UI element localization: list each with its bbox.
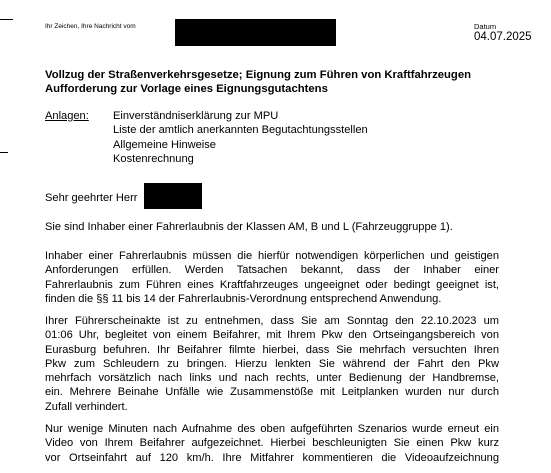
- paragraph-line: finden die §§ 11 bis 14 der Fahrerlaubnis-Verordnung entsprechend Anwendung.: [45, 292, 442, 305]
- subject-line-2: Aufforderung zur Vorlage eines Eignungsgutachtens: [45, 83, 328, 95]
- paragraph-licence-classes: Sie sind Inhaber einer Fahrerlaubnis der Klassen AM, B und L (Fahrzeuggruppe 1).: [45, 221, 453, 233]
- paragraph-line: Ihrer Führerscheinakte ist zu entnehmen, dass Sie am Sonntag den 22.10.2023 um: [45, 315, 499, 327]
- attachments-list: [113, 109, 368, 166]
- date-label: Datum: [474, 22, 497, 31]
- subject-line-1: Vollzug der Straßenverkehrsgesetze; Eignung zum Führen von Kraftfahrzeugen: [45, 69, 471, 81]
- paragraph-line: Pkw zum Schleudern zu bringen. Hierzu lenkten Sie während der Fahrt den Pkw: [45, 357, 499, 370]
- paragraph-line: vor Ortseinfahrt auf 120 km/h. Ihre Mitfahrer kommentieren die Videoaufzeichnung: [45, 451, 499, 464]
- attachments-label: Anlagen:: [45, 110, 89, 122]
- paragraph-line: Anforderungen erfüllen. Werden Tatsachen bekannt, dass der Inhaber einer: [45, 264, 499, 277]
- paragraph-line: ein. Mehrere Beinahe Unfälle wie Zusammenstöße mit Leitplanken wurden nur durch: [45, 386, 499, 399]
- date-value: 04.07.2025: [474, 31, 532, 43]
- paragraph-line: 01:06 Uhr, begleitet von einem Beifahrer, mit Ihrem Pkw den Ortseingangsbereich von: [45, 329, 499, 342]
- attachment-item: Liste der amtlich anerkannten Begutachtungsstellen: [113, 124, 368, 137]
- attachment-item: Kostenrechnung: [113, 152, 194, 165]
- salutation: Sehr geehrter Herr: [45, 192, 138, 204]
- fold-mark-middle: [0, 152, 8, 153]
- redacted-name: [144, 183, 202, 209]
- paragraph-line: Zufall verhindert.: [45, 400, 128, 413]
- attachment-item: Einverständniserklärung zur MPU: [113, 110, 279, 122]
- attachment-item: Allgemeine Hinweise: [113, 138, 216, 151]
- paragraph-line: Inhaber einer Fahrerlaubnis müssen die hierfür notwendigen körperlichen und geistigen: [45, 250, 499, 262]
- paragraph-line: Fahrerlaubnis zum Führen eines Kraftfahrzeuges ungeeignet oder bedingt geeignet ist,: [45, 278, 499, 291]
- paragraph-requirements: [45, 249, 499, 306]
- fold-mark-top: [0, 19, 13, 20]
- reference-label: Ihr Zeichen, Ihre Nachricht vom: [45, 23, 136, 30]
- paragraph-line: Video von Ihrem Beifahrer aufgezeichnet. Hierbei beschleunigten Sie einen Pkw kurz: [45, 437, 499, 450]
- paragraph-line: mehrfach vorsätzlich nach links und nach rechts, unter Bedienung der Handbremse,: [45, 372, 499, 385]
- redacted-reference: [175, 19, 336, 46]
- paragraph-line: Eurasburg befuhren. Ihr Beifahrer filmte hierbei, dass Sie mehrfach versuchten Ihren: [45, 343, 499, 356]
- paragraph-incident: [45, 314, 499, 414]
- paragraph-line: Nur wenige Minuten nach Aufnahme des oben aufgeführten Szenarios wurde erneut ein: [45, 423, 499, 435]
- paragraph-second-video: [45, 422, 499, 465]
